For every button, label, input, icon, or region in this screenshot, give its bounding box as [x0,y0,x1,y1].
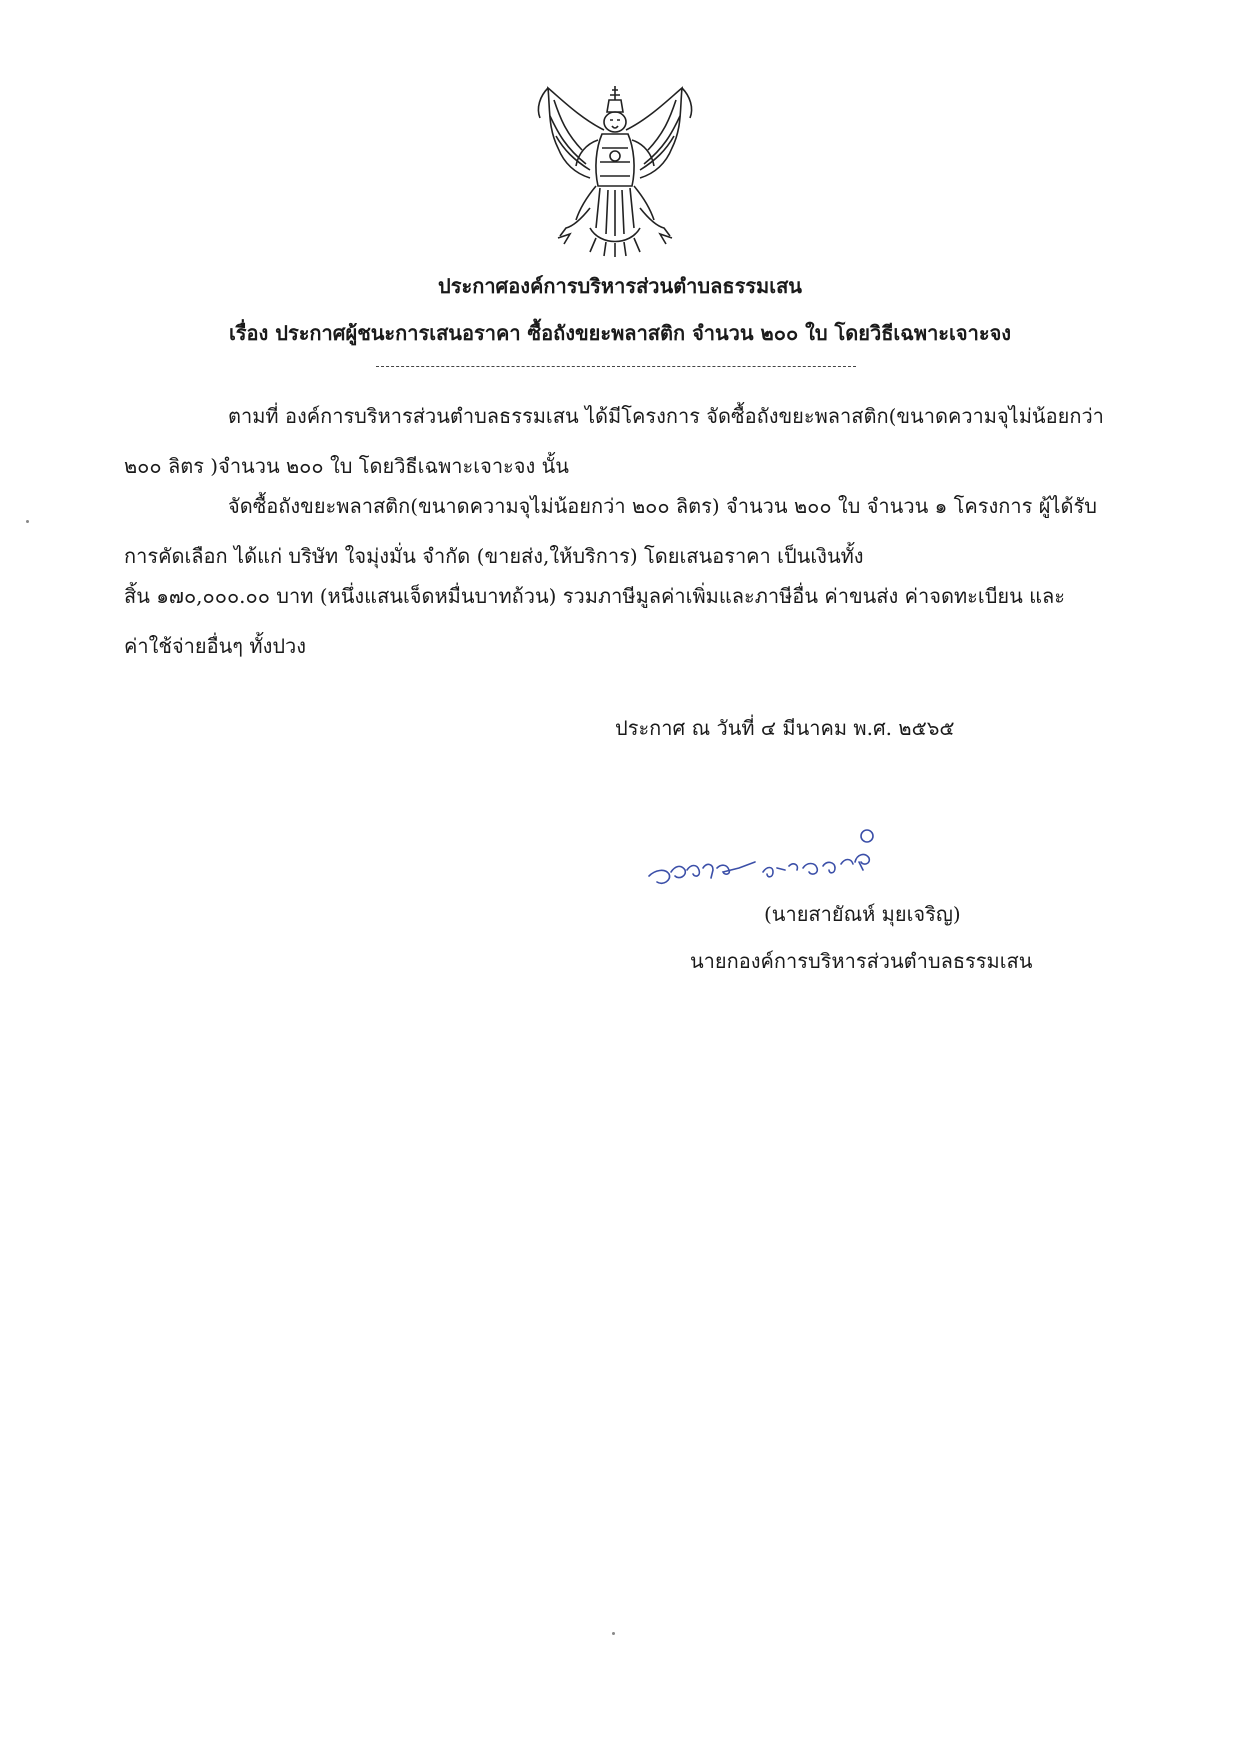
announcement-date: ประกาศ ณ วันที่ ๔ มีนาคม พ.ศ. ๒๕๖๕ [615,716,955,740]
handwritten-signature [645,822,915,902]
garuda-emblem-icon [530,78,700,258]
paragraph-1-line: ตามที่ องค์การบริหารส่วนตำบลธรรมเสน ได้มีโครงการ จัดซื้อถังขยะพลาสติก(ขนาดความจุไม่น้อยกว่า [228,404,1104,428]
paragraph-2-line: การคัดเลือก ได้แก่ บริษัท ใจมุ่งมั่น จำกัด (ขายส่ง,ให้บริการ) โดยเสนอราคา เป็นเงินทั้ง [124,544,864,568]
paragraph-1-line: ๒๐๐ ลิตร )จำนวน ๒๐๐ ใบ โดยวิธีเฉพาะเจาะจง นั้น [124,454,569,478]
document-subject: เรื่อง ประกาศผู้ชนะการเสนอราคา ซื้อถังขยะพลาสติก จำนวน ๒๐๐ ใบ โดยวิธีเฉพาะเจาะจง [228,321,1012,345]
paragraph-2-line: จัดซื้อถังขยะพลาสติก(ขนาดความจุไม่น้อยกว่า ๒๐๐ ลิตร) จำนวน ๒๐๐ ใบ จำนวน ๑ โครงการ ผู้ได้รับ [228,494,1097,518]
document-title: ประกาศองค์การบริหารส่วนตำบลธรรมเสน [438,274,802,298]
signer-title: นายกองค์การบริหารส่วนตำบลธรรมเสน [690,949,1033,973]
signer-name: (นายสายัณห์ มุยเจริญ) [764,902,961,926]
title-divider [376,366,856,367]
scan-speck [26,520,29,523]
paragraph-2-line: สิ้น ๑๗๐,๐๐๐.๐๐ บาท (หนึ่งแสนเจ็ดหมื่นบาทถ้วน) รวมภาษีมูลค่าเพิ่มและภาษีอื่น ค่าขนส่ง ค่าจดทะเบียน และ [124,584,1066,608]
paragraph-2-line: ค่าใช้จ่ายอื่นๆ ทั้งปวง [124,634,307,658]
scan-speck [612,1632,615,1635]
